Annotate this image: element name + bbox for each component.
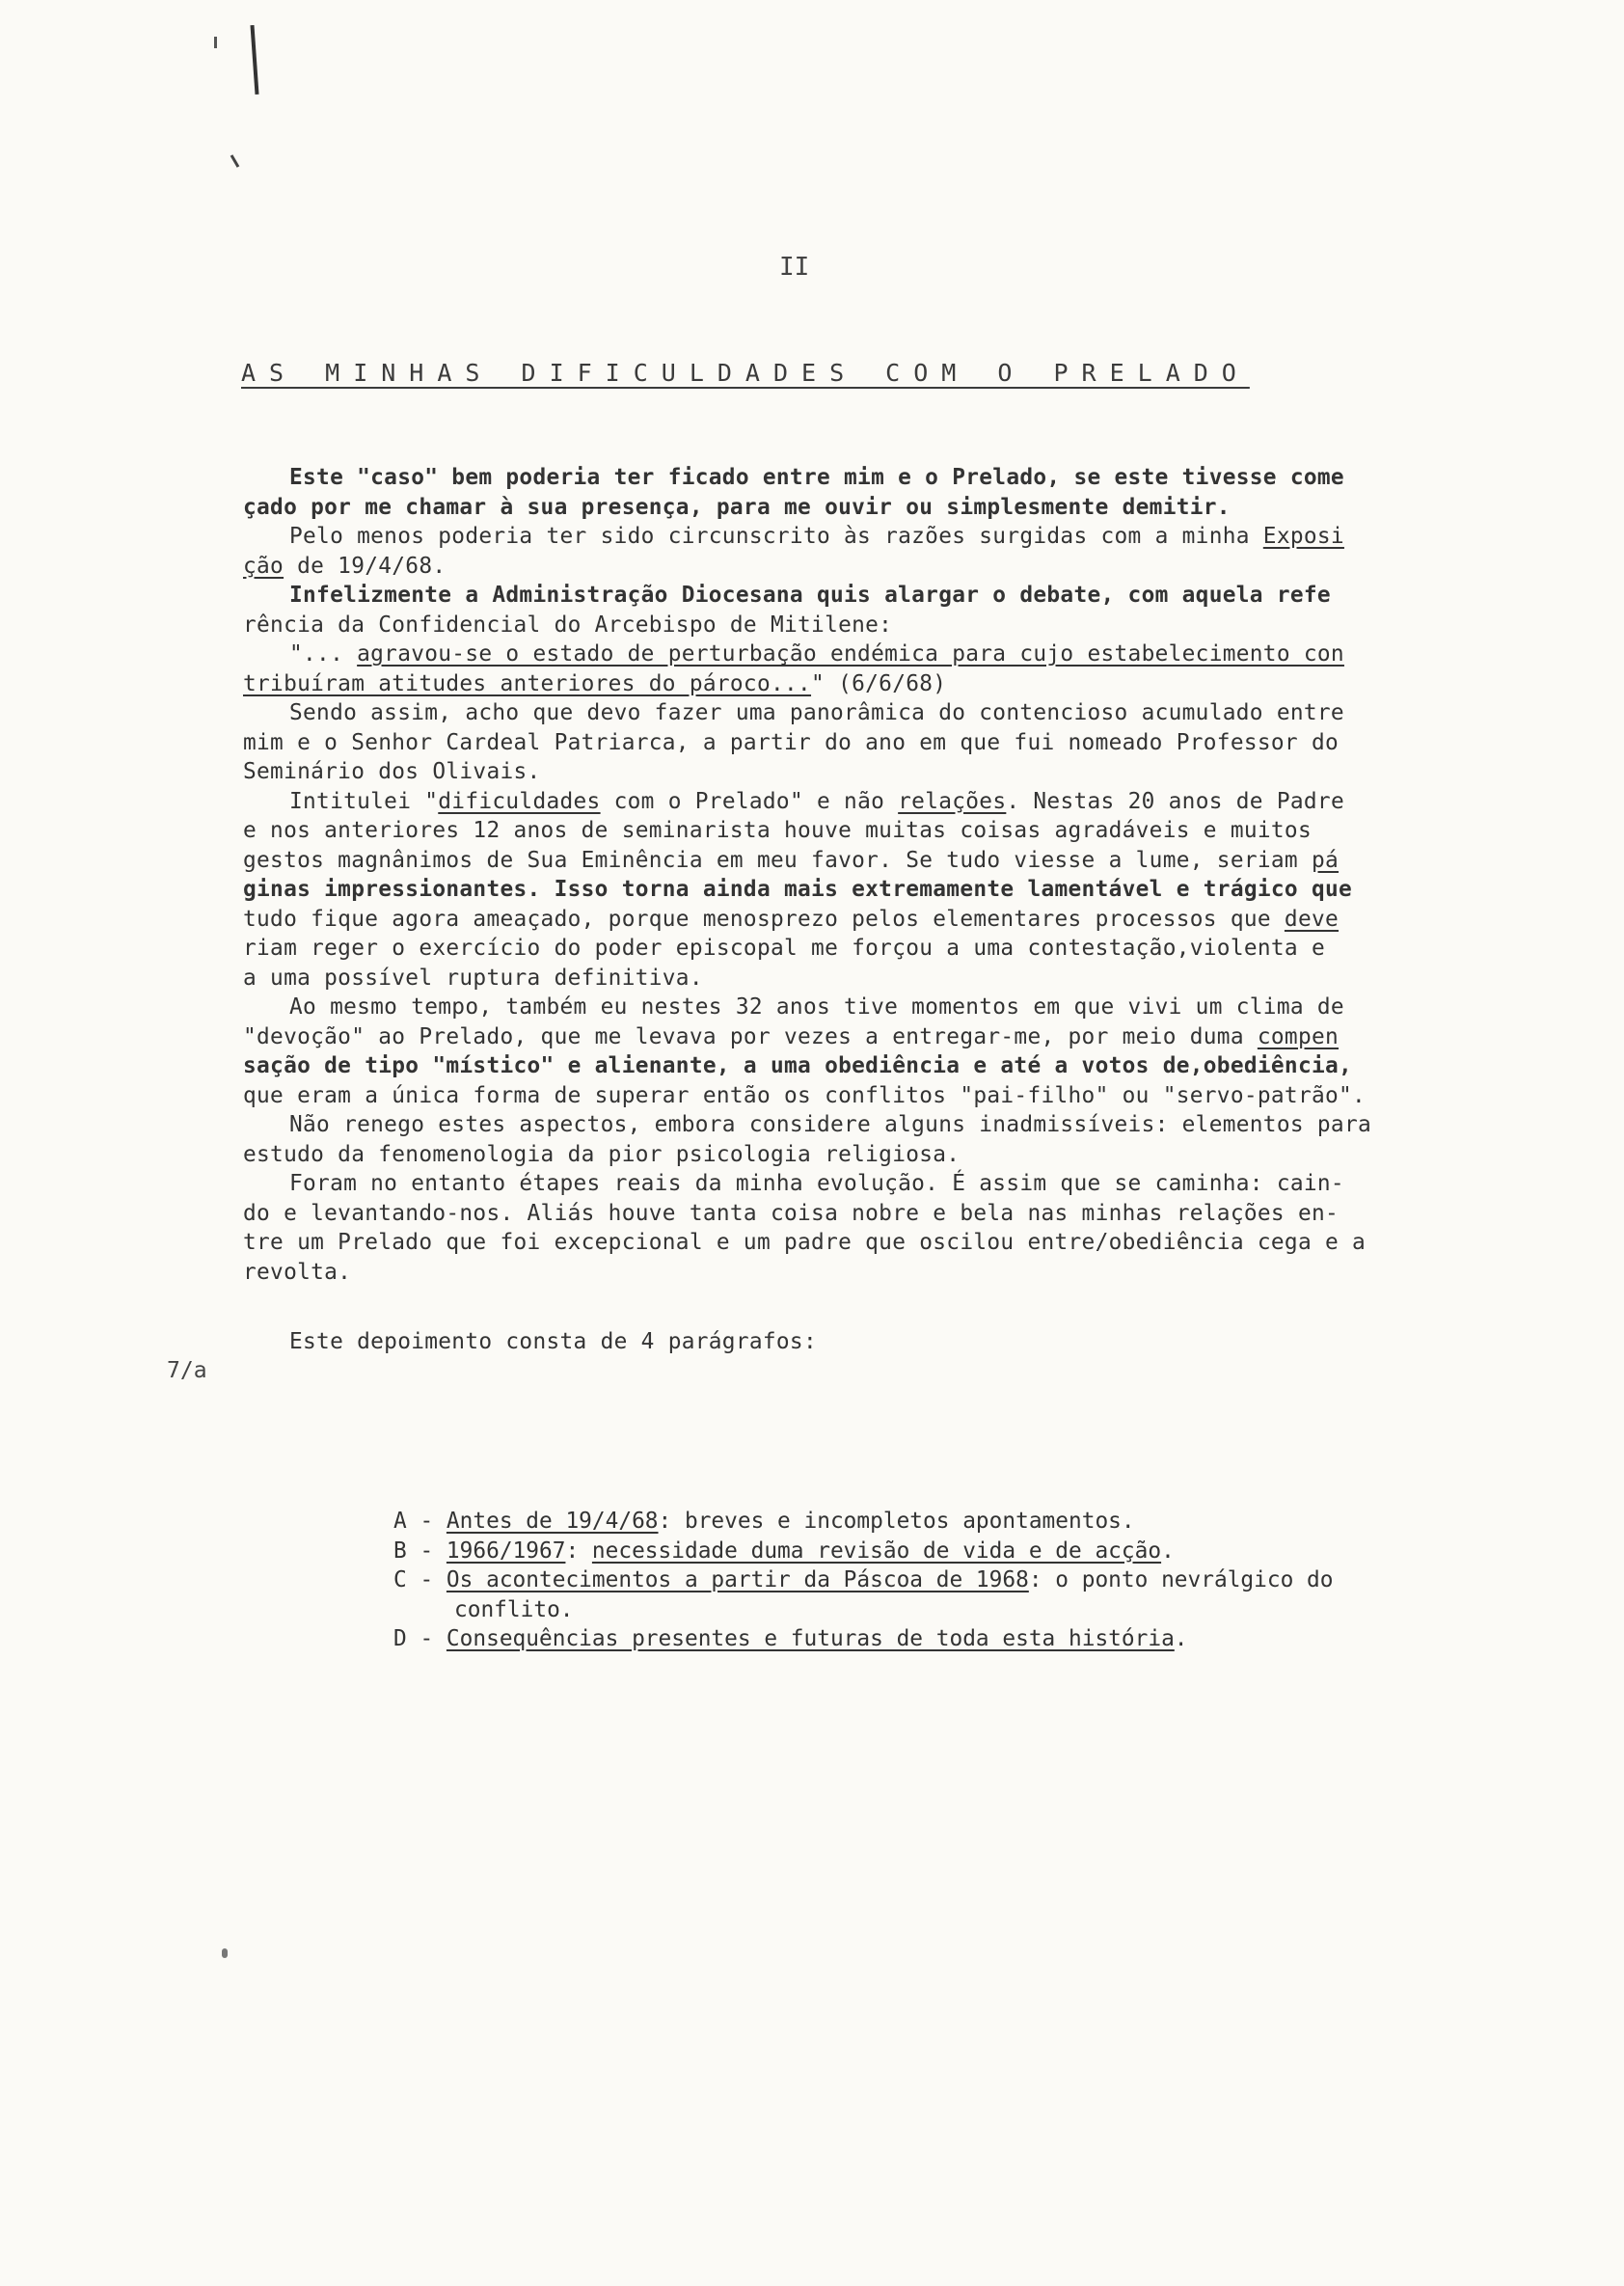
text-line: que eram a única forma de superar então os conflitos "pai-filho" ou "servo-patrão". [243,1082,1367,1108]
list-marker: B - [393,1538,434,1564]
text-line [243,846,1497,876]
list-marker: D - [393,1626,434,1651]
quote-line [243,640,1497,669]
text-line: estudo da fenomenologia da pior psicologia religiosa. [243,1141,961,1167]
text-line: revolta. [243,1259,352,1285]
margin-note: 7/a [167,1358,207,1383]
text-span: "... [289,641,358,667]
pen-mark [214,37,217,48]
underlined-text: Consequências presentes e futuras de toda esta história [446,1626,1175,1651]
text-line: Foram no entanto étapes reais da minha evolução. É assim que se caminha: cain- [289,1171,1344,1196]
underlined-text: Exposi [1262,524,1344,549]
text-line: a uma possível ruptura definitiva. [243,965,703,991]
text-line: ginas impressionantes. Isso torna ainda mais extremamente lamentável e trágico que [243,877,1353,902]
underlined-text: relações [898,788,1007,814]
text-line [243,552,1497,582]
list-item [393,1624,1334,1654]
pen-mark [230,154,240,168]
text-line: Infelizmente a Administração Diocesana quis alargar o debate, com aquela refe [289,583,1331,608]
underlined-text: agravou-se o estado de perturbação endémica para cujo estabelecimento con [357,641,1344,667]
text-span: . [1161,1538,1175,1564]
text-line: riam reger o exercício do poder episcopal me forçou a uma contestação,violenta e [243,936,1325,961]
underlined-text: 1966/1967 [446,1538,566,1564]
text-span: . Nestas 20 anos de Padre [1006,788,1344,814]
text-span: de 19/4/68. [284,553,447,579]
text-span: "devoção" ao Prelado, que me levava por vezes a entregar-me, por meio duma [243,1023,1258,1049]
text-span: tudo fique agora ameaçado, porque menosprezo pelos elementares processos que [243,906,1285,932]
text-line: Seminário dos Olivais. [243,759,541,784]
text-span: Pelo menos poderia ter sido circunscrito às razões surgidas com a minha [289,524,1263,549]
text-span: com o Prelado" e não [600,788,899,814]
text-span: . [1174,1626,1188,1651]
text-line: e nos anteriores 12 anos de seminarista houve muitas coisas agradáveis e muitos [243,818,1312,843]
text-line: rência da Confidencial do Arcebispo de Mitilene: [243,612,893,638]
underlined-text: tribuíram atitudes anteriores do pároco... [243,670,812,696]
text-span: : [565,1538,592,1564]
underlined-text: compen [1257,1023,1340,1049]
text-span: Intitulei " [289,788,439,814]
paragraph-list [393,1507,1334,1654]
underlined-text: ção [243,553,284,579]
ink-spot [222,1948,228,1958]
underlined-text: Os acontecimentos a partir da Páscoa de 1968 [446,1567,1029,1592]
text-line: Este depoimento consta de 4 parágrafos: [289,1329,817,1354]
list-marker: A - [393,1509,434,1534]
pen-mark [250,25,258,95]
text-line [243,522,1497,552]
list-item [393,1537,1334,1566]
spacer [243,1287,1497,1327]
list-item [393,1565,1334,1595]
text-line: mim e o Senhor Cardeal Patriarca, a partir do ano em que fui nomeado Professor do [243,729,1340,755]
list-item [393,1507,1334,1537]
text-line [243,1022,1497,1052]
list-item-continuation: conflito. [454,1596,574,1622]
text-line: Sendo assim, acho que devo fazer uma panorâmica do contencioso acumulado entre [289,700,1344,725]
text-line: do e levantando-nos. Aliás houve tanta coisa nobre e bela nas minhas relações en- [243,1200,1340,1226]
text-span: gestos magnânimos de Sua Eminência em meu favor. Se tudo viesse a lume, seriam [243,847,1312,873]
text-line: çado por me chamar à sua presença, para me ouvir ou simplesmente demitir. [243,494,1231,520]
underlined-text: necessidade duma revisão de vida e de acção [591,1538,1162,1564]
page-title: AS MINHAS DIFICULDADES COM O PRELADO [241,359,1250,387]
text-line: Não renego estes aspectos, embora considere alguns inadmissíveis: elementos para [289,1112,1371,1137]
page-number: II [779,253,810,282]
text-span: : breves e incompletos apontamentos. [658,1509,1135,1534]
quote-line [243,669,1497,699]
text-line: sação de tipo "místico" e alienante, a uma obediência e até a votos de,obediência, [243,1053,1353,1078]
text-span: : o ponto nevrálgico do [1028,1567,1334,1592]
underlined-text: deve [1284,906,1340,932]
underlined-text: dificuldades [438,788,601,814]
body-text [243,463,1497,1357]
underlined-text: Antes de 19/4/68 [446,1509,659,1534]
text-line [243,905,1497,935]
list-marker: C - [393,1567,434,1592]
text-line [243,787,1497,817]
text-line: tre um Prelado que foi excepcional e um padre que oscilou entre/obediência cega e a [243,1230,1367,1255]
text-line: Este "caso" bem poderia ter ficado entre mim e o Prelado, se este tivesse come [289,465,1344,490]
text-span: " (6/6/68) [811,670,947,696]
text-line: Ao mesmo tempo, também eu nestes 32 anos tive momentos em que vivi um clima de [289,994,1344,1020]
underlined-text: pá [1311,847,1340,873]
